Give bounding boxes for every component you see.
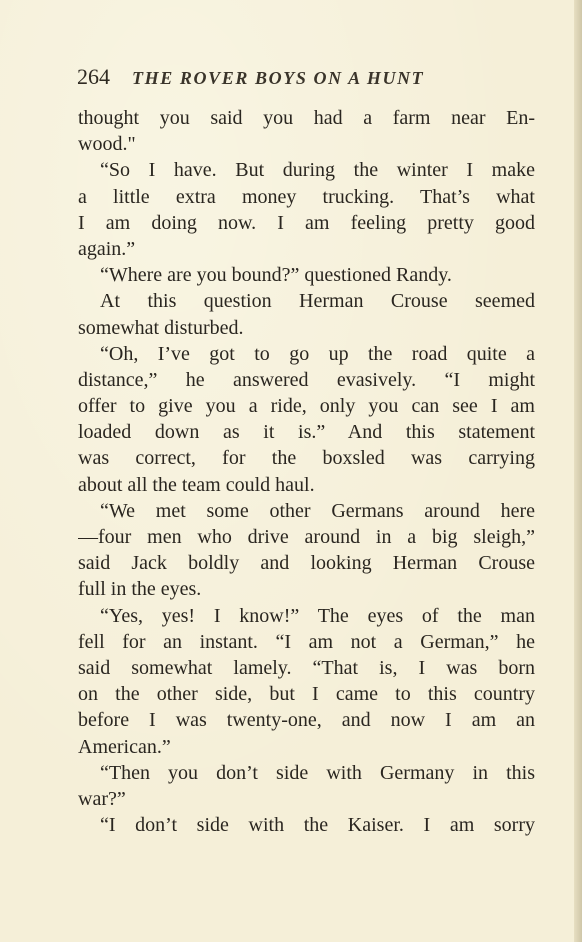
text-line: on the other side, but I came to this country	[78, 683, 535, 706]
text-line: “Then you don’t side with Germany in this	[100, 761, 535, 784]
text-line: distance,” he answered evasively. “I might	[78, 368, 535, 391]
text-line: a little extra money trucking. That’s what	[78, 185, 535, 208]
text-line: about all the team could haul.	[78, 473, 315, 496]
text-line: again.”	[78, 237, 136, 260]
text-line: “So I have. But during the winter I make	[100, 159, 535, 182]
text-line: “Yes, yes! I know!” The eyes of the man	[100, 604, 535, 627]
text-line: somewhat disturbed.	[78, 316, 244, 339]
text-line: wood."	[78, 133, 136, 156]
text-line: said somewhat lamely. “That is, I was born	[78, 656, 535, 679]
text-line: “We met some other Germans around here	[100, 499, 535, 522]
text-line: full in the eyes.	[78, 578, 202, 601]
text-line: said Jack boldly and looking Herman Crouse	[78, 552, 535, 575]
text-line: American.”	[78, 735, 171, 758]
text-line: “I don’t side with the Kaiser. I am sorry	[100, 814, 535, 837]
text-line: thought you said you had a farm near En-	[78, 107, 535, 129]
text-line: was correct, for the boxsled was carrying	[78, 447, 535, 470]
text-line: “Where are you bound?” questioned Randy.	[100, 264, 452, 287]
text-line: fell for an instant. “I am not a German,” he	[78, 630, 535, 653]
page-edge	[574, 0, 582, 942]
text-line: “Oh, I’ve got to go up the road quite a	[100, 342, 535, 365]
text-line: war?”	[78, 787, 126, 810]
text-line: At this question Herman Crouse seemed	[100, 290, 535, 313]
page-header	[77, 64, 537, 94]
text-line: —four men who drive around in a big sleigh,”	[78, 526, 535, 548]
text-line: before I was twenty-one, and now I am an	[78, 709, 535, 732]
body-text	[78, 105, 535, 838]
text-line: I am doing now. I am feeling pretty good	[78, 211, 535, 234]
text-line: loaded down as it is.” And this statement	[78, 421, 535, 444]
text-line: offer to give you a ride, only you can see I am	[78, 395, 535, 418]
running-title: THE ROVER BOYS ON A HUNT	[132, 68, 425, 88]
page-number: 264	[77, 64, 110, 89]
